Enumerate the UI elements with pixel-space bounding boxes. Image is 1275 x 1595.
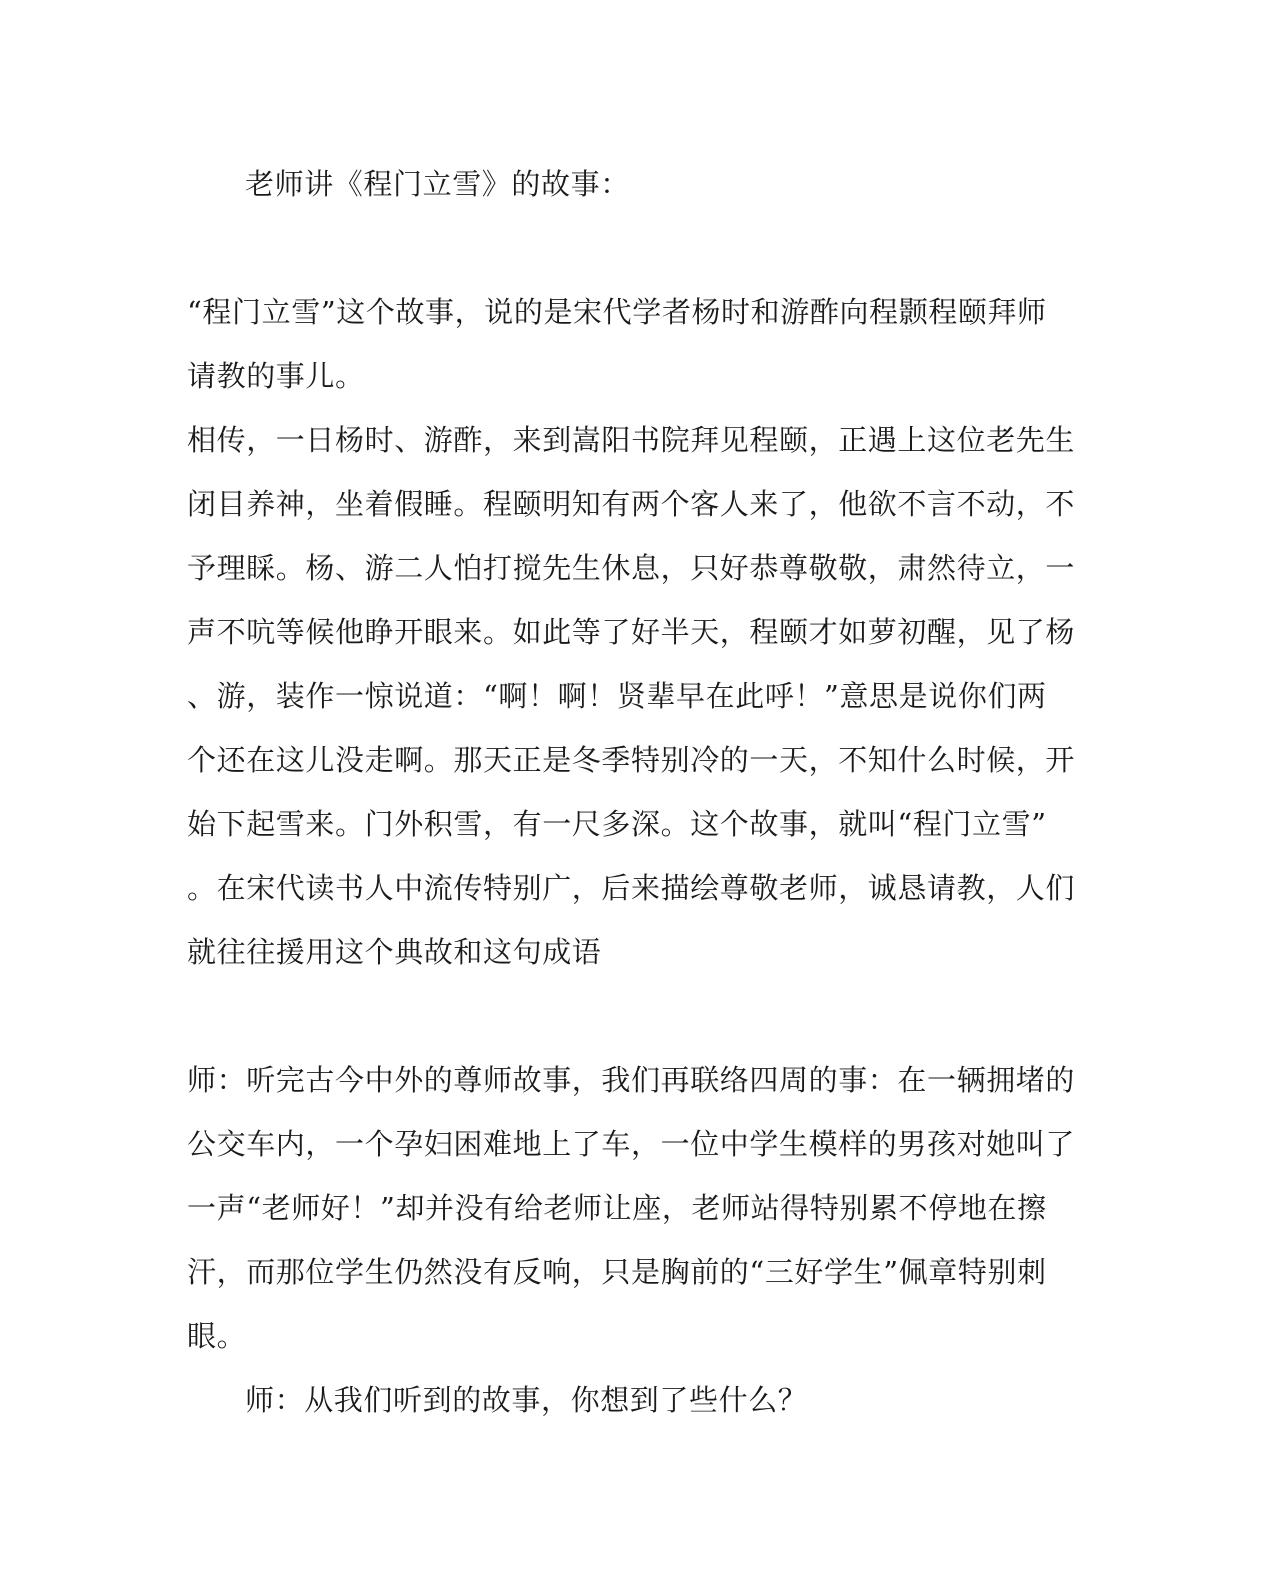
paragraph-line: 眼。	[187, 1319, 247, 1353]
paragraph-line: 汗，而那位学生仍然没有反响，只是胸前的“三好学生”佩章特别刺	[187, 1255, 1047, 1289]
paragraph-line: 师：听完古今中外的尊师故事，我们再联络四周的事：在一辆拥堵的	[187, 1063, 1076, 1097]
paragraph-line: 予理睬。杨、游二人怕打搅先生休息，只好恭尊敬敬，肃然待立，一	[187, 551, 1076, 585]
paragraph-line: 就往往援用这个典故和这句成语	[187, 935, 602, 969]
paragraph-line: 闭目养神，坐着假睡。程颐明知有两个客人来了，他欲不言不动，不	[187, 487, 1076, 521]
paragraph-line: 。在宋代读书人中流传特别广，后来描绘尊敬老师，诚恳请教，人们	[187, 871, 1076, 905]
teacher-question: 师：从我们听到的故事，你想到了些什么？	[245, 1383, 808, 1417]
paragraph-line: “程门立雪”这个故事，说的是宋代学者杨时和游酢向程颢程颐拜师	[187, 295, 1047, 329]
paragraph-line: 相传，一日杨时、游酢，来到嵩阳书院拜见程颐，正遇上这位老先生	[187, 423, 1076, 457]
paragraph-line: 公交车内，一个孕妇困难地上了车，一位中学生模样的男孩对她叫了	[187, 1127, 1076, 1161]
paragraph-line: 、游，装作一惊说道：“啊！啊！贤辈早在此呼！”意思是说你们两	[187, 679, 1047, 713]
paragraph-line: 一声“老师好！”却并没有给老师让座，老师站得特别累不停地在擦	[187, 1191, 1047, 1225]
paragraph-line: 声不吭等候他睁开眼来。如此等了好半天，程颐才如萝初醒，见了杨	[187, 615, 1076, 649]
paragraph-line: 个还在这儿没走啊。那天正是冬季特别冷的一天，不知什么时候，开	[187, 743, 1076, 777]
paragraph-line: 请教的事儿。	[187, 359, 365, 393]
story-heading: 老师讲《程门立雪》的故事：	[245, 167, 630, 201]
paragraph-line: 始下起雪来。门外积雪，有一尺多深。这个故事，就叫“程门立雪”	[187, 807, 1047, 841]
